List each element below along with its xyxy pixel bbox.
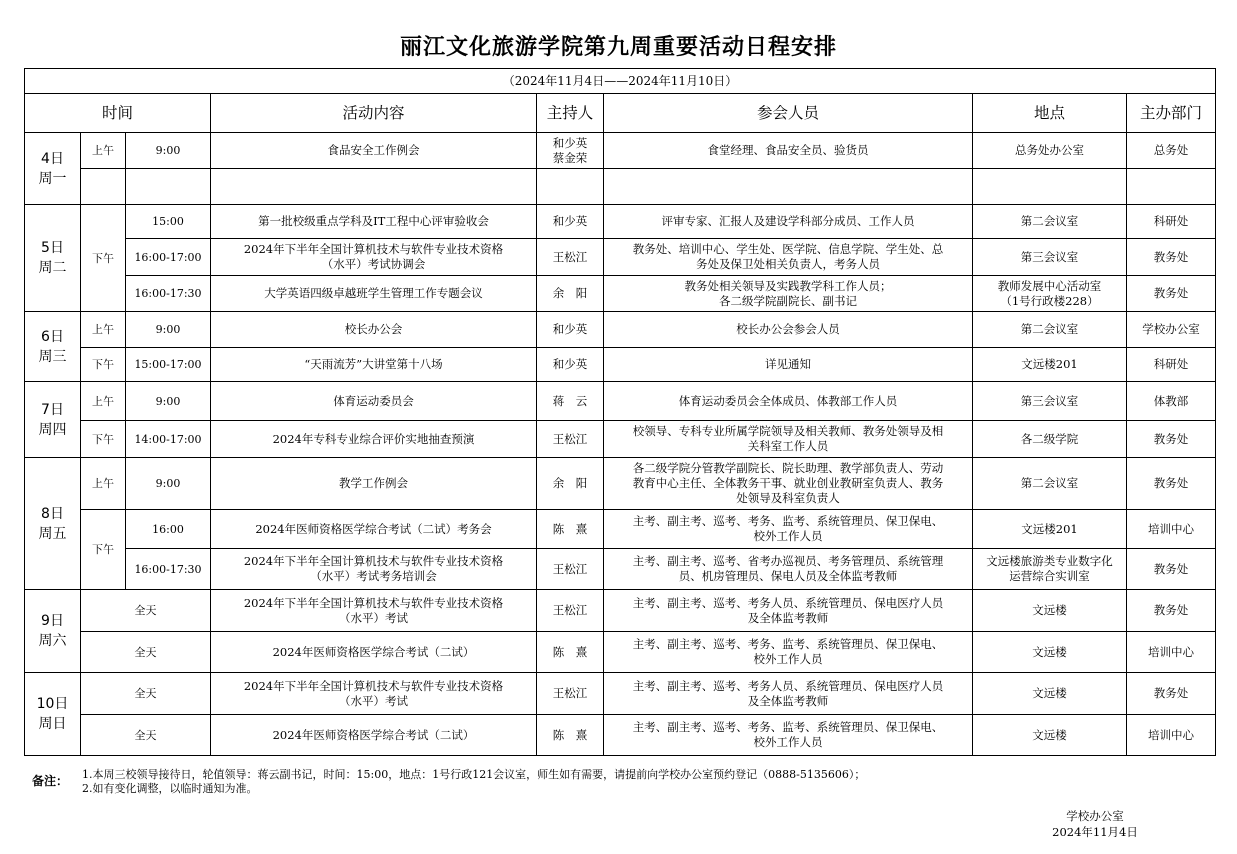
- page-title: 丽江文化旅游学院第九周重要活动日程安排: [399, 35, 837, 60]
- time-cell: 16:00-17:00: [126, 239, 211, 276]
- department-cell: 培训中心: [1127, 715, 1216, 756]
- time-cell: 14:00-17:00: [126, 421, 211, 458]
- time-cell: 16:00-17:30: [126, 549, 211, 590]
- note-item: 1.本周三校领导接待日，轮值领导：蒋云副书记，时间：15:00，地点：1号行政121会议室，师生如有需要，请提前向学校办公室预约登记（0888-5135606）；: [82, 768, 866, 781]
- empty-cell: [211, 169, 537, 205]
- location-cell: 文远楼201: [973, 510, 1127, 549]
- host-cell: 蒋 云: [537, 382, 604, 421]
- empty-cell: [537, 169, 604, 205]
- department-cell: 教务处: [1127, 673, 1216, 715]
- host-cell: 和少英: [537, 205, 604, 239]
- day-cell-sat: 9日 周六: [25, 590, 81, 673]
- period-cell: 上午: [81, 382, 126, 421]
- header-department: 主办部门: [1127, 94, 1216, 133]
- host-cell: 和少英: [537, 312, 604, 348]
- table-row: [25, 549, 1216, 590]
- content-cell: 2024年医师资格医学综合考试（二试）: [211, 715, 537, 756]
- day-cell-fri: 8日 周五: [25, 458, 81, 590]
- attendees-cell: 主考、副主考、巡考、省考办巡视员、考务管理员、系统管理 员、机房管理员、保电人员及全体监考教师: [604, 549, 973, 590]
- header-time: 时间: [25, 94, 211, 133]
- location-cell: 第二会议室: [973, 458, 1127, 510]
- content-cell: 第一批校级重点学科及IT工程中心评审验收会: [211, 205, 537, 239]
- period-cell: 上午: [81, 458, 126, 510]
- table-row: [25, 382, 1216, 421]
- table-row-empty: [25, 169, 1216, 205]
- attendees-cell: 主考、副主考、巡考、考务人员、系统管理员、保电医疗人员 及全体监考教师: [604, 673, 973, 715]
- notes-label: 备注：: [32, 774, 69, 788]
- host-cell: 王松江: [537, 421, 604, 458]
- empty-cell: [1127, 169, 1216, 205]
- period-cell: 全天: [81, 590, 211, 632]
- location-cell: 总务处办公室: [973, 133, 1127, 169]
- period-cell: 下午: [81, 205, 126, 312]
- date-range-subtitle: （2024年11月4日——2024年11月10日）: [25, 69, 1216, 94]
- note-item: 2.如有变化调整，以临时通知为准。: [82, 782, 258, 795]
- attendees-cell: 主考、副主考、巡考、考务人员、系统管理员、保电医疗人员 及全体监考教师: [604, 590, 973, 632]
- attendees-cell: 主考、副主考、巡考、考务、监考、系统管理员、保卫保电、 校外工作人员: [604, 715, 973, 756]
- location-cell: 文远楼: [973, 632, 1127, 673]
- department-cell: 体教部: [1127, 382, 1216, 421]
- attendees-cell: 校长办公会参会人员: [604, 312, 973, 348]
- time-cell: 9:00: [126, 133, 211, 169]
- attendees-cell: 教务处相关领导及实践教学科工作人员； 各二级学院副院长、副书记: [604, 276, 973, 312]
- time-cell: 15:00-17:00: [126, 348, 211, 382]
- empty-cell: [604, 169, 973, 205]
- host-cell: 和少英: [537, 348, 604, 382]
- department-cell: 培训中心: [1127, 632, 1216, 673]
- day-cell-thu: 7日 周四: [25, 382, 81, 458]
- host-cell: 余 阳: [537, 458, 604, 510]
- time-cell: 15:00: [126, 205, 211, 239]
- host-cell: 余 阳: [537, 276, 604, 312]
- header-attendees: 参会人员: [604, 94, 973, 133]
- day-cell-mon: 4日 周一: [25, 133, 81, 205]
- host-cell: 和少英 蔡金荣: [537, 133, 604, 169]
- department-cell: 总务处: [1127, 133, 1216, 169]
- host-cell: 陈 熹: [537, 632, 604, 673]
- table-row: [25, 510, 1216, 549]
- location-cell: 教师发展中心活动室 （1号行政楼228）: [973, 276, 1127, 312]
- subtitle-row: [25, 69, 1216, 94]
- host-cell: 王松江: [537, 673, 604, 715]
- location-cell: 第二会议室: [973, 205, 1127, 239]
- header-host: 主持人: [537, 94, 604, 133]
- table-row: [25, 239, 1216, 276]
- table-row: [25, 276, 1216, 312]
- department-cell: 教务处: [1127, 276, 1216, 312]
- empty-cell: [81, 169, 126, 205]
- notes-list: [82, 768, 1202, 796]
- footer-office: 学校办公室: [1066, 809, 1124, 823]
- table-row: [25, 632, 1216, 673]
- location-cell: 各二级学院: [973, 421, 1127, 458]
- host-cell: 王松江: [537, 549, 604, 590]
- location-cell: 第三会议室: [973, 382, 1127, 421]
- schedule-table: [24, 68, 1216, 756]
- department-cell: 培训中心: [1127, 510, 1216, 549]
- empty-cell: [973, 169, 1127, 205]
- table-row: [25, 673, 1216, 715]
- empty-cell: [126, 169, 211, 205]
- content-cell: 2024年下半年全国计算机技术与软件专业技术资格 （水平）考试: [211, 590, 537, 632]
- host-cell: 王松江: [537, 590, 604, 632]
- attendees-cell: 评审专家、汇报人及建设学科部分成员、工作人员: [604, 205, 973, 239]
- host-cell: 陈 熹: [537, 510, 604, 549]
- location-cell: 文远楼: [973, 673, 1127, 715]
- period-cell: 下午: [81, 421, 126, 458]
- period-cell: 下午: [81, 348, 126, 382]
- department-cell: 教务处: [1127, 590, 1216, 632]
- table-row: [25, 312, 1216, 348]
- location-cell: 第三会议室: [973, 239, 1127, 276]
- location-cell: 第二会议室: [973, 312, 1127, 348]
- table-row: [25, 133, 1216, 169]
- content-cell: 2024年专科专业综合评价实地抽查预演: [211, 421, 537, 458]
- department-cell: 教务处: [1127, 239, 1216, 276]
- table-row: [25, 590, 1216, 632]
- content-cell: “天雨流芳”大讲堂第十八场: [211, 348, 537, 382]
- time-cell: 9:00: [126, 458, 211, 510]
- department-cell: 学校办公室: [1127, 312, 1216, 348]
- attendees-cell: 教务处、培训中心、学生处、医学院、信息学院、学生处、总 务处及保卫处相关负责人，考务人员: [604, 239, 973, 276]
- header-content: 活动内容: [211, 94, 537, 133]
- header-row: [25, 94, 1216, 133]
- content-cell: 体育运动委员会: [211, 382, 537, 421]
- department-cell: 科研处: [1127, 205, 1216, 239]
- table-row: [25, 205, 1216, 239]
- attendees-cell: 校领导、专科专业所属学院领导及相关教师、教务处领导及相 关科室工作人员: [604, 421, 973, 458]
- content-cell: 大学英语四级卓越班学生管理工作专题会议: [211, 276, 537, 312]
- period-cell: 上午: [81, 312, 126, 348]
- attendees-cell: 主考、副主考、巡考、考务、监考、系统管理员、保卫保电、 校外工作人员: [604, 510, 973, 549]
- attendees-cell: 各二级学院分管教学副院长、院长助理、教学部负责人、劳动 教育中心主任、全体教务干事、就业创业教研室负责人、教务 处领导及科室负责人: [604, 458, 973, 510]
- location-cell: 文远楼旅游类专业数字化 运营综合实训室: [973, 549, 1127, 590]
- content-cell: 2024年下半年全国计算机技术与软件专业技术资格 （水平）考试考务培训会: [211, 549, 537, 590]
- time-cell: 16:00: [126, 510, 211, 549]
- day-cell-tue: 5日 周二: [25, 205, 81, 312]
- content-cell: 教学工作例会: [211, 458, 537, 510]
- content-cell: 2024年医师资格医学综合考试（二试）考务会: [211, 510, 537, 549]
- attendees-cell: 食堂经理、食品安全员、验货员: [604, 133, 973, 169]
- table-row: [25, 715, 1216, 756]
- period-cell: 全天: [81, 632, 211, 673]
- header-location: 地点: [973, 94, 1127, 133]
- content-cell: 校长办公会: [211, 312, 537, 348]
- time-cell: 9:00: [126, 382, 211, 421]
- day-cell-wed: 6日 周三: [25, 312, 81, 382]
- attendees-cell: 详见通知: [604, 348, 973, 382]
- content-cell: 2024年医师资格医学综合考试（二试）: [211, 632, 537, 673]
- period-cell: 下午: [81, 510, 126, 590]
- table-row: [25, 458, 1216, 510]
- period-cell: 全天: [81, 715, 211, 756]
- content-cell: 2024年下半年全国计算机技术与软件专业技术资格 （水平）考试协调会: [211, 239, 537, 276]
- period-cell: 全天: [81, 673, 211, 715]
- host-cell: 王松江: [537, 239, 604, 276]
- footer-signature: [1010, 808, 1180, 840]
- time-cell: 9:00: [126, 312, 211, 348]
- location-cell: 文远楼: [973, 590, 1127, 632]
- host-cell: 陈 熹: [537, 715, 604, 756]
- period-cell: 上午: [81, 133, 126, 169]
- table-row: [25, 421, 1216, 458]
- department-cell: 教务处: [1127, 458, 1216, 510]
- content-cell: 2024年下半年全国计算机技术与软件专业技术资格 （水平）考试: [211, 673, 537, 715]
- day-cell-sun: 10日 周日: [25, 673, 81, 756]
- department-cell: 教务处: [1127, 421, 1216, 458]
- location-cell: 文远楼: [973, 715, 1127, 756]
- department-cell: 科研处: [1127, 348, 1216, 382]
- department-cell: 教务处: [1127, 549, 1216, 590]
- footer-date: 2024年11月4日: [1052, 825, 1138, 839]
- time-cell: 16:00-17:30: [126, 276, 211, 312]
- attendees-cell: 主考、副主考、巡考、考务、监考、系统管理员、保卫保电、 校外工作人员: [604, 632, 973, 673]
- attendees-cell: 体育运动委员会全体成员、体教部工作人员: [604, 382, 973, 421]
- table-row: [25, 348, 1216, 382]
- content-cell: 食品安全工作例会: [211, 133, 537, 169]
- location-cell: 文远楼201: [973, 348, 1127, 382]
